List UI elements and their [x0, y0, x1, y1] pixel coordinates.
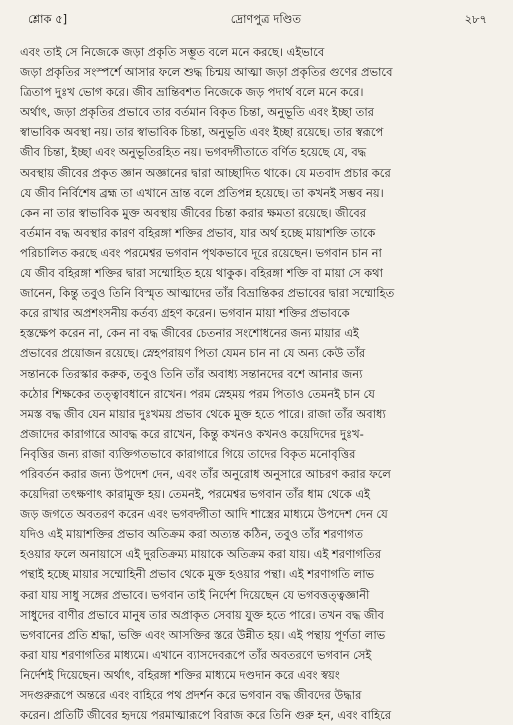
- text-line: করেন। প্রতিটি জীবের হৃদয়ে পরমাত্মারূপে বিরাজ করে তিনি গুরু হন, এবং বাহিরে: [20, 708, 392, 723]
- page-number: ২৮৭: [464, 11, 487, 26]
- text-line: পন্থাই হচ্ছে মায়ার সম্মোহিনী প্রভাব থেকে মুক্ত হওয়ার পন্থা। এই শরণাগতি লাভ: [20, 567, 374, 582]
- text-line: জানেন, কিন্তু তবুও তিনি বিস্মৃত আত্মাদের তাঁর বিভ্রান্তিকর প্রভাবের দ্বারা সম্মোহিত: [20, 286, 395, 301]
- text-line: ভগবানের প্রতি শ্রদ্ধা, ভক্তি এবং আসক্তির স্তরে উন্নীত হয়। এই পন্থায় পূর্ণতা লাভ: [20, 627, 386, 642]
- text-line: পরিচালিত করছে এবং পরমেশ্বর ভগবান পৃথকভাবে দূরে রয়েছেন। ভগবান চান না: [20, 245, 382, 260]
- text-line: কঠোর শিক্ষকের তত্ত্বাবধানে রাখেন। পরম স্নেহময় পরম পিতাও তেমনই চান যে: [20, 386, 375, 401]
- text-line: করা যায় শরণাগতির মাধ্যমে। এখানে ব্যাসদেবরূপে তাঁর অবতরণে ভগবান সেই: [20, 647, 372, 662]
- text-line: বর্তমান বদ্ধ অবস্থার কারণ বহিরঙ্গা শক্তির প্রভাব, যার অর্থ হচ্ছে মায়াশক্তি তাকে: [20, 225, 376, 240]
- text-line: নিবৃত্তির জন্য রাজা ব্যক্তিগতভাবে কারাগারে গিয়ে তাদের বিকৃত মনোবৃত্তির: [20, 446, 356, 461]
- text-line: নির্দেশই দিয়েছেন। অর্থাৎ, বহিরঙ্গা শক্তির মাধ্যমে দণ্ডদান করে এবং স্বয়ং: [20, 667, 340, 682]
- text-line: স্বাভাবিক অবস্থা নয়। তার স্বাভাবিক চিন্তা, অনুভূতি এবং ইচ্ছা রয়েছে। তার স্বরূপে: [20, 125, 384, 140]
- text-line: জড় জগতে অবতরণ করেন এবং ভগবদ্গীতা আদি শাস্ত্রের মাধ্যমে উপদেশ দেন যে: [20, 507, 388, 522]
- text-line: সাধুদের বাণীর প্রভাবে মানুষ তার অপ্রাকৃত সেবায় যুক্ত হতে পারে। তখন বদ্ধ জীব: [20, 607, 384, 622]
- text-line: যে জীব নির্বিশেষ ব্রহ্ম তা এখানে ভ্রান্ত বলে প্রতিপন্ন হয়েছে। তা কখনই সম্ভব নয়।: [20, 185, 384, 200]
- text-line: ত্রিতাপ দুঃখ ভোগ করে। জীব ভ্রান্তিবশত নিজেকে জড় পদার্থ বলে মনে করে।: [20, 85, 364, 100]
- page-body-text: [20, 42, 499, 723]
- text-line: জড়া প্রকৃতির সংস্পর্শে আসার ফলে শুদ্ধ চিন্ময় আত্মা জড়া প্রকৃতির গুণের প্রভাবে: [20, 65, 393, 80]
- text-line: জীব চিন্তা, ইচ্ছা এবং অনুভূতিরহিত নয়। ভগবদ্গীতাতে বর্ণিত হয়েছে যে, বদ্ধ: [20, 145, 367, 160]
- page-header: [28, 10, 487, 30]
- text-line: অবস্থায় জীবের প্রকৃত জ্ঞান অজ্ঞানের দ্বারা আচ্ছাদিত থাকে। যে মতবাদ প্রচার করে: [20, 165, 391, 180]
- text-line: হওয়ার ফলে অনায়াসে এই দুরতিক্রম্য মায়াকে অতিক্রম করা যায়। এই শরণাগতির: [20, 547, 382, 562]
- text-line: যদিও এই মায়াশক্তির প্রভাব অতিক্রম করা অত্যন্ত কঠিন, তবুও তাঁর শরণাগত: [20, 527, 364, 542]
- text-line: এবং তাই সে নিজেকে জড়া প্রকৃতি সম্ভূত বলে মনে করছে। এইভাবে: [20, 45, 325, 59]
- text-line: সদগুরুরূপে অন্তরে এবং বাহিরে পথ প্রদর্শন করে ভগবান বদ্ধ জীবদের উদ্ধার: [20, 688, 362, 702]
- verse-reference: শ্লোক ৫]: [28, 11, 68, 26]
- text-line: কেন না তার স্বাভাবিক মুক্ত অবস্থায় জীবের চিন্তা করার ক্ষমতা রয়েছে। জীবের: [20, 205, 367, 220]
- text-line: করে রাখার অপ্রশংসনীয় কর্তব্য গ্রহণ করেন। ভগবান মায়া শক্তির প্রভাবকে: [20, 306, 350, 321]
- text-line: প্রভাবের প্রয়োজন রয়েছে। স্নেহপরায়ণ পিতা যেমন চান না যে অন্য কেউ তাঁর: [20, 346, 366, 361]
- text-line: হস্তক্ষেপ করেন না, কেন না বদ্ধ জীবের চেতনার সংশোধনের জন্য মায়ার এই: [20, 326, 359, 341]
- text-line: কয়েদিরা তৎক্ষণাৎ কারামুক্ত হয়। তেমনই, পরমেশ্বর ভগবান তাঁর ধাম থেকে এই: [20, 487, 370, 502]
- text-line: পরিবর্তন করার জন্য উপদেশ দেন, এবং তাঁর অনুরোধ অনুসারে আচরণ করার ফলে: [20, 466, 391, 481]
- text-line: প্রজাদের কারাগারে আবদ্ধ করে রাখেন, কিন্তু কখনও কখনও কয়েদিদের দুঃখ-: [20, 426, 364, 441]
- text-line: সমস্ত বদ্ধ জীব যেন মায়ার দুঃখময় প্রভাব থেকে মুক্ত হতে পারে। রাজা তাঁর অবাধ্য: [20, 406, 386, 421]
- text-line: যে জীব বহিরঙ্গা শক্তির দ্বারা সম্মোহিত হয়ে থাকুক। বহিরঙ্গা শক্তি বা মায়া সে কথা: [20, 266, 383, 281]
- text-line: সন্তানকে তিরস্কার করুক, তবুও তিনি তাঁর অবাধ্য সন্তানদের বশে আনার জন্য: [20, 366, 363, 381]
- text-line: অর্থাৎ, জড়া প্রকৃতির প্রভাবে তার বর্তমান বিকৃত চিন্তা, অনুভূতি এবং ইচ্ছা তার: [20, 105, 374, 120]
- chapter-title: দ্রোণপুত্র দণ্ডিত: [230, 11, 301, 26]
- text-line: করা যায় সাধু সঙ্গের প্রভাবে। ভগবান তাই নির্দেশ দিয়েছেন যে ভগবত্তত্ত্বজ্ঞানী: [20, 587, 370, 602]
